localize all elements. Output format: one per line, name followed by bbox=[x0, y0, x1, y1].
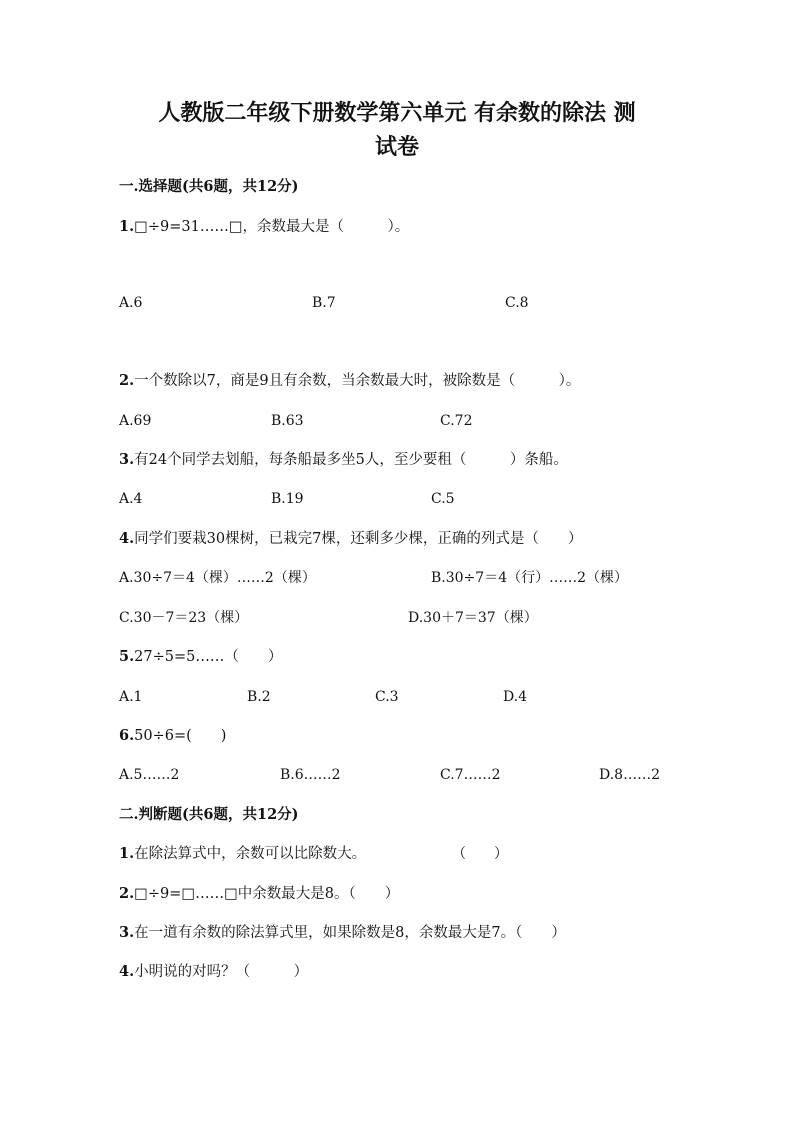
option-a: A.4 bbox=[119, 491, 143, 507]
question-2-3 bbox=[119, 923, 566, 943]
option-a: A.1 bbox=[119, 689, 143, 705]
question-number: 5. bbox=[119, 648, 135, 665]
question-1-6 bbox=[119, 726, 226, 746]
question-2-1 bbox=[119, 844, 366, 864]
option-b: B.2 bbox=[247, 689, 271, 705]
option-b: B.6……2 bbox=[280, 767, 341, 783]
page-title-line-1: 人教版二年级下册数学第六单元 有余数的除法 测 bbox=[158, 100, 636, 126]
question-1-5 bbox=[119, 647, 282, 667]
section-1-heading: 一.选择题(共6题，共12分) bbox=[119, 178, 299, 195]
question-2-2 bbox=[119, 884, 399, 904]
question-number: 3. bbox=[119, 924, 135, 941]
question-number: 1. bbox=[119, 845, 135, 862]
question-text: 50÷6=( ) bbox=[134, 728, 227, 744]
option-c: C.72 bbox=[440, 413, 473, 429]
option-d: D.8……2 bbox=[599, 767, 660, 783]
question-1-4 bbox=[119, 529, 582, 549]
question-text: □÷9=□……□中余数最大是8。（ ） bbox=[134, 886, 400, 902]
page-title-line-2: 试卷 bbox=[374, 134, 419, 160]
question-text: 小明说的对吗？（ ） bbox=[134, 964, 309, 980]
question-2-4 bbox=[119, 962, 308, 982]
question-text: 27÷5=5……（ ） bbox=[134, 649, 283, 665]
question-1-1 bbox=[119, 217, 409, 237]
question-number: 2. bbox=[119, 885, 135, 902]
option-c: C.3 bbox=[375, 689, 399, 705]
question-1-2 bbox=[119, 371, 580, 391]
question-text: 同学们要栽30棵树，已栽完7棵，还剩多少棵，正确的列式是（ ） bbox=[134, 531, 583, 547]
option-c: C.7……2 bbox=[440, 767, 501, 783]
option-a: A.6 bbox=[119, 295, 143, 311]
question-text: 在一道有余数的除法算式里，如果除数是8，余数最大是7。（ ） bbox=[134, 925, 566, 941]
option-b: B.63 bbox=[271, 413, 304, 429]
option-b: B.30÷7＝4（行）……2（棵） bbox=[431, 570, 629, 586]
option-d: D.30＋7＝37（棵） bbox=[408, 610, 538, 626]
question-text: 一个数除以7，商是9且有余数，当余数最大时，被除数是（ ）。 bbox=[134, 373, 581, 389]
question-number: 6. bbox=[119, 727, 135, 744]
option-d: D.4 bbox=[503, 689, 528, 705]
option-b: B.7 bbox=[312, 295, 336, 311]
question-1-3 bbox=[119, 450, 568, 470]
option-a: A.5……2 bbox=[119, 767, 180, 783]
option-a: A.69 bbox=[119, 413, 152, 429]
question-number: 2. bbox=[119, 372, 135, 389]
option-c: C.30－7＝23（棵） bbox=[119, 610, 249, 626]
question-number: 4. bbox=[119, 530, 135, 547]
question-number: 1. bbox=[119, 218, 135, 235]
question-number: 3. bbox=[119, 451, 135, 468]
question-text: 在除法算式中，余数可以比除数大。 bbox=[134, 846, 367, 862]
question-text: 有24个同学去划船，每条船最多坐5人，至少要租（ ）条船。 bbox=[134, 452, 568, 468]
option-c: C.5 bbox=[431, 491, 455, 507]
option-b: B.19 bbox=[271, 491, 304, 507]
section-2-heading: 二.判断题(共6题，共12分) bbox=[119, 806, 299, 823]
option-a: A.30÷7＝4（棵）……2（棵） bbox=[119, 570, 316, 586]
option-c: C.8 bbox=[505, 295, 529, 311]
question-number: 4. bbox=[119, 963, 135, 980]
question-text: □÷9=31……□，余数最大是（ ）。 bbox=[134, 219, 410, 235]
answer-parentheses: （ ） bbox=[452, 846, 508, 862]
